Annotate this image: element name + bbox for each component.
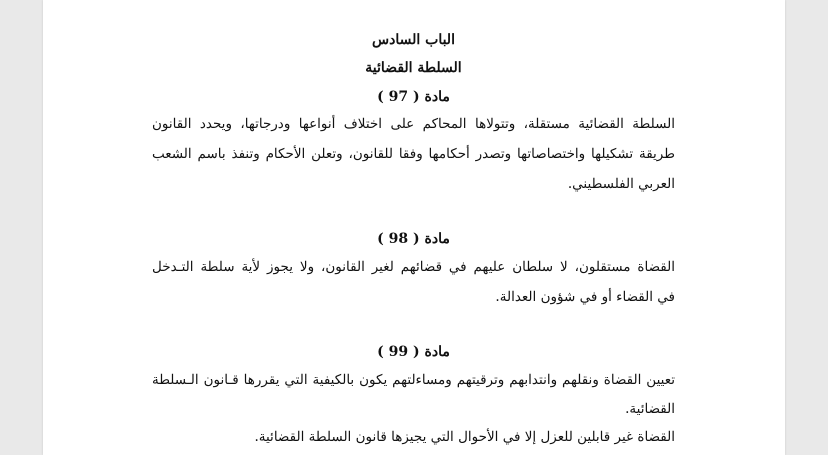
- article-98-heading: مادة ( 98 ): [377, 231, 450, 247]
- article-97-line-2: طريقة تشكيلها واختصاصاتها وتصدر أحكامها وفقا للقانون، وتعلن الأحكام وتنفذ باسم الشعب: [152, 146, 675, 162]
- article-97-line-3: العربي الفلسطيني.: [567, 176, 675, 192]
- article-98-line-2: في القضاء أو في شؤون العدالة.: [495, 289, 675, 305]
- article-98-line-1: القضاة مستقلون، لا سلطان عليهم في قضائهم لغير القانون، ولا يجوز لأية سلطة التـدخل: [152, 259, 675, 275]
- article-99-line-3: القضاة غير قابلين للعزل إلا في الأحوال التي يجيزها قانون السلطة القضائية.: [254, 429, 675, 445]
- section-title: السلطة القضائية: [365, 60, 462, 76]
- article-99-line-1: تعيين القضاة ونقلهم وانتدابهم وترقيتهم ومساءلتهم يكون بالكيفية التي يقررها قـانون الـسلطة: [152, 372, 675, 388]
- article-99-line-2: القضائية.: [625, 401, 675, 417]
- article-97-heading: مادة ( 97 ): [377, 89, 450, 105]
- chapter-title: الباب السادس: [372, 32, 455, 48]
- article-99-heading: مادة ( 99 ): [377, 344, 450, 360]
- article-97-line-1: السلطة القضائية مستقلة، وتتولاها المحاكم على اختلاف أنواعها ودرجاتها، ويحدد القانون: [152, 116, 675, 132]
- document-page: [43, 0, 785, 455]
